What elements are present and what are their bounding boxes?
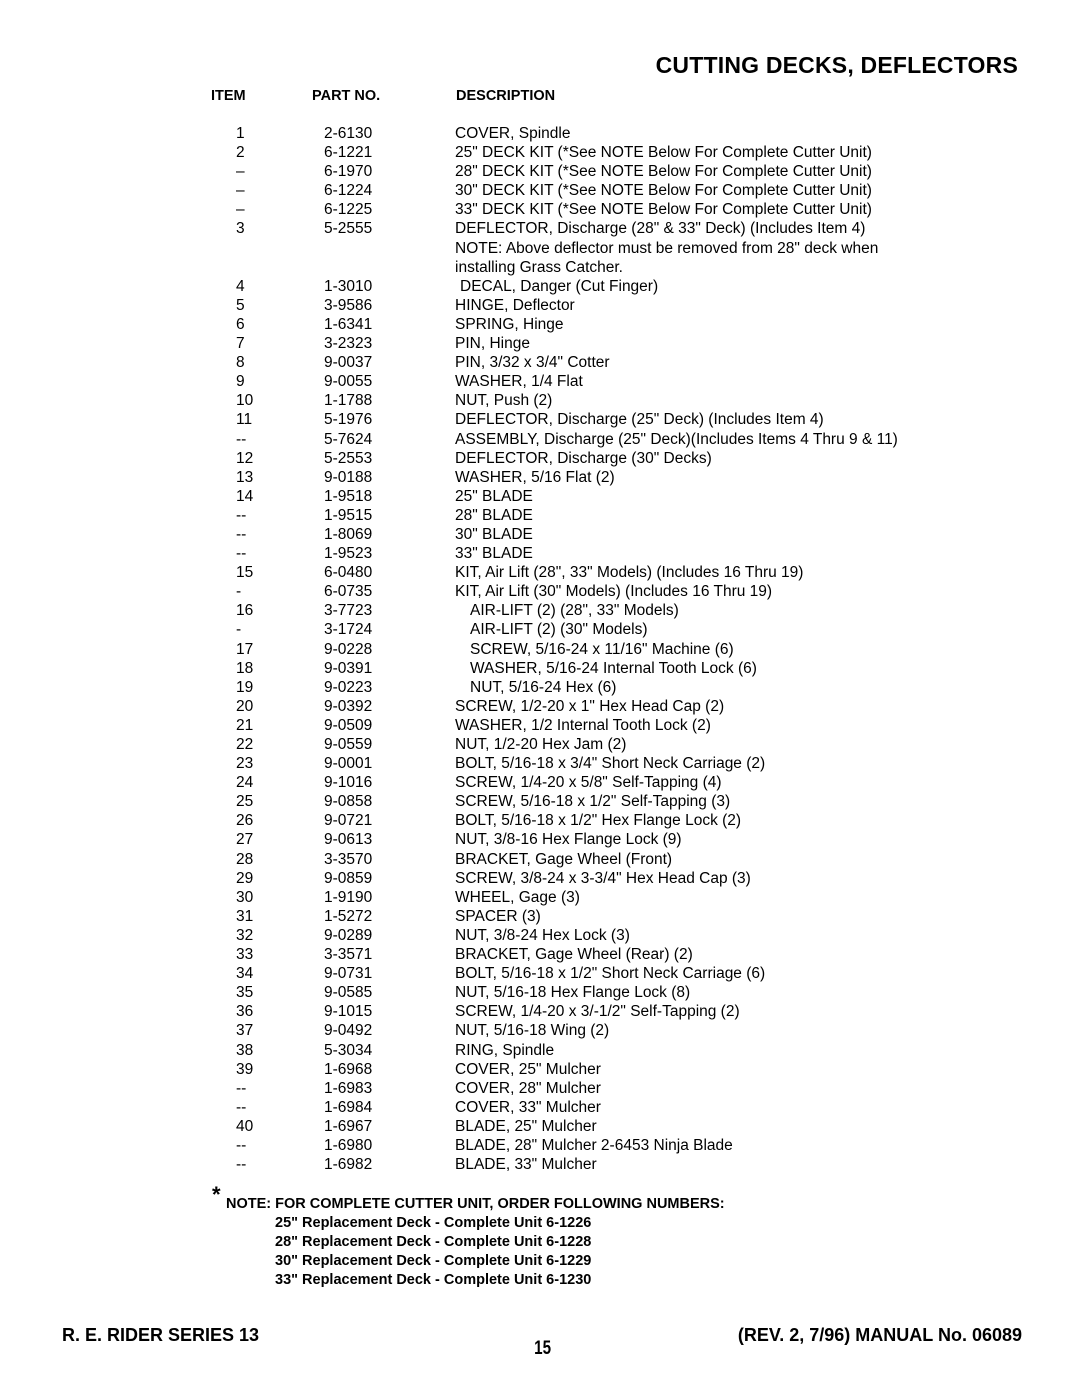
part-number: 1-5272 <box>324 907 373 925</box>
part-description: DECAL, Danger (Cut Finger) <box>460 277 659 295</box>
part-description: NUT, 5/16-24 Hex (6) <box>470 678 617 696</box>
replacement-deck-list <box>275 1214 591 1290</box>
part-description: SPRING, Hinge <box>455 315 564 333</box>
item-number: -- <box>236 1079 247 1097</box>
item-number: 14 <box>236 487 254 505</box>
replacement-deck-30: 30" Replacement Deck - Complete Unit 6-1229 <box>275 1253 592 1270</box>
table-row <box>0 907 1080 926</box>
table-row <box>0 964 1080 983</box>
part-description: COVER, 25" Mulcher <box>455 1060 601 1078</box>
part-number: 9-0188 <box>324 468 373 486</box>
part-number: 5-2553 <box>324 449 373 467</box>
table-row <box>0 296 1080 315</box>
part-description: 25" DECK KIT (*See NOTE Below For Complete Cutter Unit) <box>455 144 872 162</box>
part-description: BOLT, 5/16-18 x 1/2" Hex Flange Lock (2) <box>455 812 742 830</box>
item-number: -- <box>236 506 247 524</box>
item-number: – <box>236 182 245 200</box>
item-number: 37 <box>236 1022 254 1040</box>
part-number: 9-1015 <box>324 1003 373 1021</box>
part-description: HINGE, Deflector <box>455 296 575 314</box>
part-description: 25" BLADE <box>455 487 533 505</box>
part-number: 1-6980 <box>324 1136 373 1154</box>
table-row <box>0 601 1080 620</box>
table-row <box>0 926 1080 945</box>
part-description: WHEEL, Gage (3) <box>455 888 580 906</box>
table-row <box>0 124 1080 143</box>
table-row <box>0 258 1080 277</box>
item-number: 36 <box>236 1003 254 1021</box>
part-description: BLADE, 33" Mulcher <box>455 1156 597 1174</box>
item-number: – <box>236 163 245 181</box>
item-number: 1 <box>236 125 245 142</box>
table-row <box>0 487 1080 506</box>
part-description: PIN, 3/32 x 3/4" Cotter <box>455 354 610 372</box>
table-row <box>0 716 1080 735</box>
part-number: 1-6983 <box>324 1079 373 1097</box>
part-description: DEFLECTOR, Discharge (28" & 33" Deck) (Includes Item 4) <box>455 220 866 238</box>
part-number: 6-0735 <box>324 583 373 601</box>
part-number: 1-9190 <box>324 888 373 906</box>
part-number: 9-1016 <box>324 774 373 792</box>
part-description: PIN, Hinge <box>455 335 530 353</box>
part-number: 1-9515 <box>324 506 373 524</box>
table-row <box>0 372 1080 391</box>
part-description: SCREW, 1/2-20 x 1" Hex Head Cap (2) <box>455 697 725 715</box>
part-number: 1-1788 <box>324 392 373 410</box>
table-row <box>0 468 1080 487</box>
part-description: AIR-LIFT (2) (30" Models) <box>470 621 648 639</box>
item-number: - <box>236 621 242 639</box>
table-row <box>0 334 1080 353</box>
part-description: BLADE, 28" Mulcher 2-6453 Ninja Blade <box>455 1136 733 1154</box>
part-number: 1-9523 <box>324 545 373 563</box>
part-number: 3-3570 <box>324 850 373 868</box>
part-number: 9-0721 <box>324 812 373 830</box>
table-row <box>0 143 1080 162</box>
item-number: 26 <box>236 812 254 830</box>
header-part-no: PART NO. <box>312 88 381 104</box>
item-number: – <box>236 201 245 219</box>
table-row <box>0 754 1080 773</box>
table-row <box>0 239 1080 258</box>
part-description: SCREW, 1/4-20 x 5/8" Self-Tapping (4) <box>455 774 722 792</box>
part-number: 1-3010 <box>324 277 373 295</box>
table-row <box>0 640 1080 659</box>
part-description: SPACER (3) <box>455 907 541 925</box>
header-item: ITEM <box>211 88 246 104</box>
table-row <box>0 582 1080 601</box>
part-number: 9-0492 <box>324 1022 373 1040</box>
page-number: 15 <box>534 1338 552 1359</box>
table-row <box>0 430 1080 449</box>
table-row <box>0 162 1080 181</box>
part-number: 2-6130 <box>324 125 373 142</box>
note-asterisk: * <box>212 1182 221 1207</box>
part-number: 3-9586 <box>324 296 373 314</box>
table-row <box>0 525 1080 544</box>
part-number: 5-7624 <box>324 430 373 448</box>
replacement-deck-25: 25" Replacement Deck - Complete Unit 6-1226 <box>275 1215 592 1231</box>
item-number: 12 <box>236 449 254 467</box>
part-number: 3-7723 <box>324 602 373 620</box>
part-description: 33" DECK KIT (*See NOTE Below For Complete Cutter Unit) <box>455 201 872 219</box>
part-number: 9-0223 <box>324 678 373 696</box>
part-number: 5-1976 <box>324 411 373 429</box>
item-number: 35 <box>236 984 254 1002</box>
item-number: 28 <box>236 850 254 868</box>
item-number: 27 <box>236 831 254 849</box>
table-row <box>0 678 1080 697</box>
item-number: 23 <box>236 755 254 773</box>
part-number: 1-6982 <box>324 1156 373 1174</box>
item-number: 30 <box>236 888 254 906</box>
part-number: 5-3034 <box>324 1041 373 1059</box>
part-number: 1-6967 <box>324 1117 373 1135</box>
table-row <box>0 277 1080 296</box>
part-number: 9-0228 <box>324 640 373 658</box>
part-description: NOTE: Above deflector must be removed from 28" deck when <box>455 239 879 257</box>
item-number: 2 <box>236 144 245 162</box>
part-description: 30" BLADE <box>455 525 533 543</box>
part-number: 1-6341 <box>324 315 373 333</box>
part-number: 5-2555 <box>324 220 373 238</box>
table-row <box>0 1002 1080 1021</box>
item-number: 22 <box>236 736 254 753</box>
part-description: SCREW, 3/8-24 x 3-3/4" Hex Head Cap (3) <box>455 869 751 887</box>
table-row <box>0 869 1080 888</box>
item-number: 25 <box>236 793 254 811</box>
item-number: 18 <box>236 659 254 677</box>
part-description: NUT, 3/8-24 Hex Lock (3) <box>455 926 630 944</box>
table-row <box>0 659 1080 678</box>
part-number: 9-0037 <box>324 354 373 372</box>
series-label: R. E. RIDER SERIES 13 <box>62 1325 260 1345</box>
part-number: 9-0509 <box>324 716 373 734</box>
table-row <box>0 1117 1080 1136</box>
table-row <box>0 1079 1080 1098</box>
part-description: 28" BLADE <box>455 506 533 524</box>
table-row <box>0 620 1080 639</box>
table-row <box>0 792 1080 811</box>
table-row <box>0 1021 1080 1040</box>
table-row <box>0 697 1080 716</box>
parts-table <box>0 124 1080 1174</box>
table-row <box>0 544 1080 563</box>
part-number: 3-1724 <box>324 621 373 639</box>
table-row <box>0 945 1080 964</box>
item-number: -- <box>236 525 247 543</box>
table-row <box>0 391 1080 410</box>
table-row <box>0 773 1080 792</box>
part-number: 6-1224 <box>324 182 373 200</box>
part-number: 9-0391 <box>324 659 373 677</box>
part-description: BRACKET, Gage Wheel (Front) <box>455 850 673 868</box>
table-row <box>0 506 1080 525</box>
table-row <box>0 888 1080 907</box>
replacement-deck-28: 28" Replacement Deck - Complete Unit 6-1228 <box>275 1234 592 1251</box>
table-row <box>0 983 1080 1002</box>
part-description: WASHER, 1/4 Flat <box>455 373 583 391</box>
item-number: 31 <box>236 907 254 925</box>
item-number: 11 <box>236 411 253 429</box>
part-description: COVER, Spindle <box>455 125 571 142</box>
part-description: WASHER, 5/16-24 Internal Tooth Lock (6) <box>470 659 757 677</box>
item-number: 9 <box>236 373 245 391</box>
table-row <box>0 410 1080 429</box>
part-number: 9-0559 <box>324 736 373 753</box>
table-row <box>0 181 1080 200</box>
part-description: WASHER, 1/2 Internal Tooth Lock (2) <box>455 716 711 734</box>
item-number: 19 <box>236 678 254 696</box>
item-number: 17 <box>236 640 254 658</box>
replacement-deck-33: 33" Replacement Deck - Complete Unit 6-1230 <box>275 1272 592 1289</box>
part-description: BLADE, 25" Mulcher <box>455 1117 597 1135</box>
part-number: 1-6984 <box>324 1098 373 1116</box>
part-description: NUT, Push (2) <box>455 392 553 410</box>
part-description: RING, Spindle <box>455 1041 555 1059</box>
part-number: 1-6968 <box>324 1060 373 1078</box>
item-number: 38 <box>236 1041 254 1059</box>
table-row <box>0 1041 1080 1060</box>
part-number: 6-1225 <box>324 201 373 219</box>
part-number: 9-0613 <box>324 831 373 849</box>
part-description: COVER, 28" Mulcher <box>455 1079 601 1097</box>
item-number: 29 <box>236 869 254 887</box>
item-number: 32 <box>236 926 254 944</box>
item-number: -- <box>236 1156 247 1174</box>
part-number: 9-0731 <box>324 965 373 983</box>
part-description: COVER, 33" Mulcher <box>455 1098 601 1116</box>
table-row <box>0 200 1080 219</box>
part-number: 9-0859 <box>324 869 373 887</box>
item-number: 6 <box>236 315 245 333</box>
part-number: 6-1221 <box>324 144 373 162</box>
part-description: 30" DECK KIT (*See NOTE Below For Complete Cutter Unit) <box>455 182 872 200</box>
part-description: NUT, 3/8-16 Hex Flange Lock (9) <box>455 831 682 849</box>
table-row <box>0 219 1080 238</box>
part-number: 9-0392 <box>324 697 373 715</box>
part-number: 9-0585 <box>324 984 373 1002</box>
part-number: 9-0001 <box>324 755 373 773</box>
part-description: BOLT, 5/16-18 x 1/2" Short Neck Carriage (6) <box>455 965 766 983</box>
part-description: WASHER, 5/16 Flat (2) <box>455 468 615 486</box>
part-description: KIT, Air Lift (30" Models) (Includes 16 Thru 19) <box>455 583 773 601</box>
item-number: 24 <box>236 774 254 792</box>
item-number: 8 <box>236 354 245 372</box>
item-number: 39 <box>236 1060 254 1078</box>
part-description: installing Grass Catcher. <box>455 258 623 276</box>
part-description: SCREW, 1/4-20 x 3/-1/2" Self-Tapping (2) <box>455 1003 740 1021</box>
part-number: 3-3571 <box>324 946 373 964</box>
item-number: -- <box>236 1098 247 1116</box>
part-number: 6-0480 <box>324 564 373 582</box>
table-row <box>0 811 1080 830</box>
item-number: 4 <box>236 277 245 295</box>
item-number: -- <box>236 545 247 563</box>
item-number: 34 <box>236 965 254 983</box>
part-description: NUT, 5/16-18 Hex Flange Lock (8) <box>455 984 691 1002</box>
part-number: 1-8069 <box>324 525 373 543</box>
part-description: AIR-LIFT (2) (28", 33" Models) <box>470 602 679 620</box>
table-row <box>0 1136 1080 1155</box>
item-number: - <box>236 583 242 601</box>
part-number: 3-2323 <box>324 335 373 353</box>
item-number: -- <box>236 430 247 448</box>
part-description: ASSEMBLY, Discharge (25" Deck)(Includes Items 4 Thru 9 & 11) <box>455 430 898 448</box>
page-title: CUTTING DECKS, DEFLECTORS <box>655 52 1018 78</box>
item-number: 21 <box>236 716 254 734</box>
part-description: SCREW, 5/16-24 x 11/16" Machine (6) <box>470 640 734 658</box>
part-description: KIT, Air Lift (28", 33" Models) (Includes 16 Thru 19) <box>455 564 804 582</box>
table-row <box>0 449 1080 468</box>
table-row <box>0 1098 1080 1117</box>
part-description: DEFLECTOR, Discharge (30" Decks) <box>455 449 712 467</box>
part-number: 9-0289 <box>324 926 373 944</box>
item-number: 15 <box>236 564 254 582</box>
part-description: NUT, 5/16-18 Wing (2) <box>455 1022 610 1040</box>
table-row <box>0 353 1080 372</box>
table-row <box>0 850 1080 869</box>
part-description: DEFLECTOR, Discharge (25" Deck) (Includes Item 4) <box>455 411 824 429</box>
item-number: 10 <box>236 392 254 410</box>
part-number: 6-1970 <box>324 163 373 181</box>
part-number: 9-0858 <box>324 793 373 811</box>
manual-number: (REV. 2, 7/96) MANUAL No. 06089 <box>737 1325 1022 1345</box>
item-number: -- <box>236 1136 247 1154</box>
part-number: 1-9518 <box>324 487 373 505</box>
item-number: 3 <box>236 220 245 238</box>
item-number: 40 <box>236 1117 254 1135</box>
table-row <box>0 563 1080 582</box>
part-description: BOLT, 5/16-18 x 3/4" Short Neck Carriage (2) <box>455 755 766 773</box>
item-number: 33 <box>236 946 254 964</box>
table-row <box>0 735 1080 754</box>
part-description: 28" DECK KIT (*See NOTE Below For Complete Cutter Unit) <box>455 163 872 181</box>
item-number: 7 <box>236 335 245 353</box>
part-description: SCREW, 5/16-18 x 1/2" Self-Tapping (3) <box>455 793 731 811</box>
item-number: 13 <box>236 468 254 486</box>
part-number: 9-0055 <box>324 373 373 391</box>
item-number: 20 <box>236 697 254 715</box>
part-description: BRACKET, Gage Wheel (Rear) (2) <box>455 946 693 964</box>
table-row <box>0 1060 1080 1079</box>
table-row <box>0 315 1080 334</box>
item-number: 16 <box>236 602 254 620</box>
part-description: NUT, 1/2-20 Hex Jam (2) <box>455 736 627 753</box>
part-description: 33" BLADE <box>455 545 533 563</box>
table-row <box>0 830 1080 849</box>
note-heading: NOTE: FOR COMPLETE CUTTER UNIT, ORDER FOLLOWING NUMBERS: <box>226 1196 725 1212</box>
item-number: 5 <box>236 296 245 314</box>
table-row <box>0 1155 1080 1174</box>
header-description: DESCRIPTION <box>456 88 556 104</box>
